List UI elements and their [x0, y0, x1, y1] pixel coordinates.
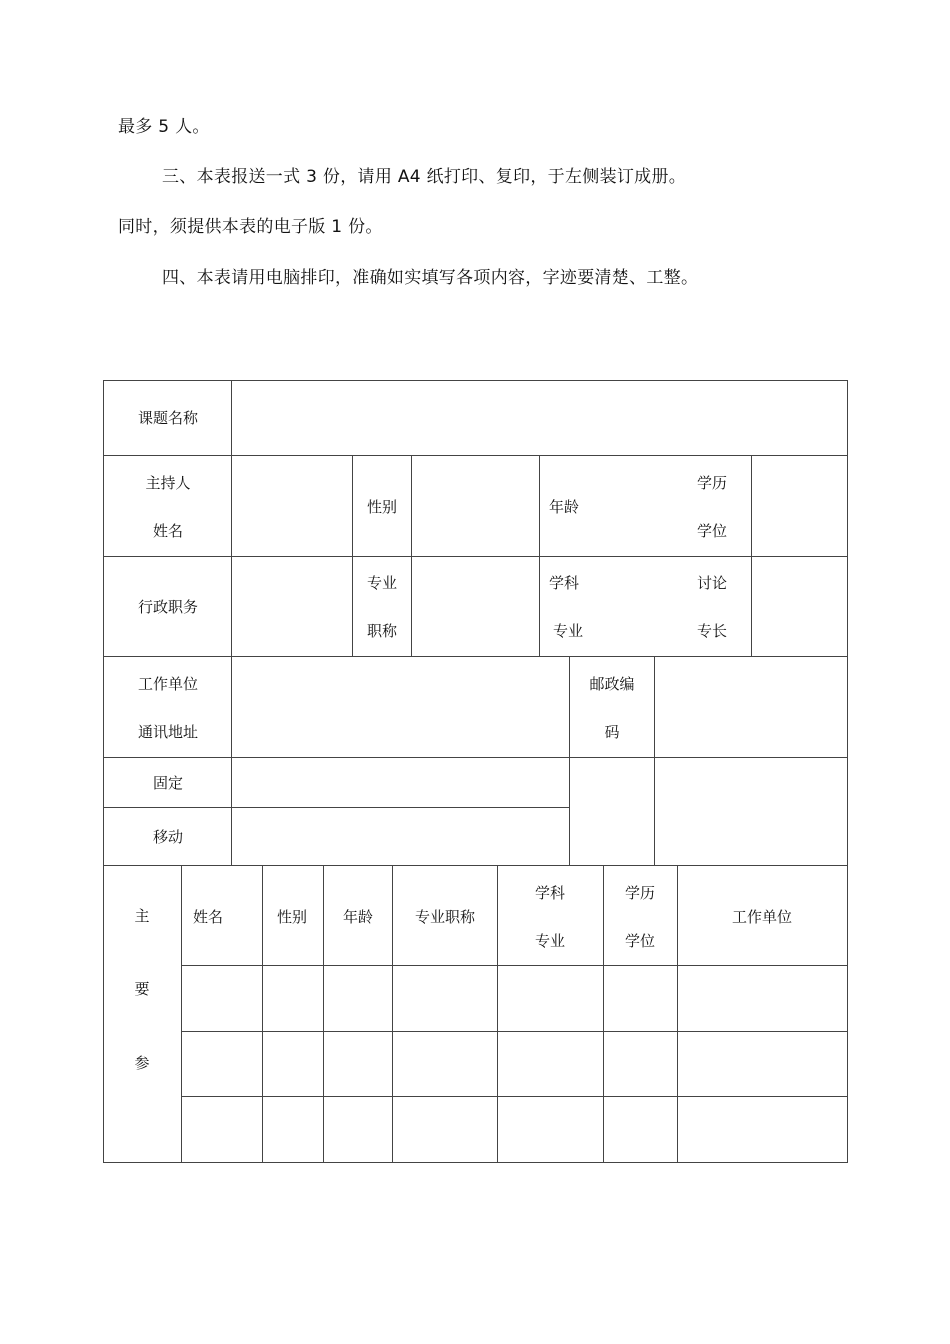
- header-discipline-line2: 专业: [534, 932, 566, 950]
- participants-side-label-1: 主: [134, 907, 150, 925]
- field-admin-position[interactable]: [232, 557, 352, 656]
- label-gender: 性别: [366, 498, 398, 516]
- label-postal-line1: 邮政编: [589, 675, 635, 693]
- participant-row[interactable]: [182, 1032, 847, 1096]
- header-discipline-line1: 学科: [534, 884, 566, 902]
- field-research-specialty[interactable]: [752, 557, 847, 656]
- header-work-unit: 工作单位: [731, 908, 793, 926]
- participants-side-label-3: 参: [134, 1054, 150, 1072]
- label-fixed-phone: 固定: [152, 774, 184, 792]
- table-rule: [103, 865, 848, 866]
- label-education-line1: 学历: [697, 474, 728, 492]
- field-postal-code[interactable]: [655, 657, 847, 757]
- label-host-line2: 姓名: [152, 522, 184, 540]
- participant-row[interactable]: [182, 1097, 847, 1162]
- label-host-line1: 主持人: [145, 474, 191, 492]
- instruction-line-4: 四、本表请用电脑排印，准确如实填写各项内容，字迹要清楚、工整。: [162, 268, 699, 288]
- header-gender: 性别: [276, 908, 308, 926]
- label-mobile: 移动: [152, 828, 184, 846]
- label-discipline-line1: 学科: [549, 574, 580, 592]
- header-education-line1: 学历: [624, 884, 656, 902]
- table-border-right: [847, 380, 848, 1163]
- label-prof-title-line2: 职称: [366, 622, 398, 640]
- header-prof-title: 专业职称: [414, 908, 476, 926]
- instruction-line-3: 同时，须提供本表的电子版 1 份。: [118, 217, 383, 237]
- field-host-name[interactable]: [232, 456, 352, 556]
- label-admin-position: 行政职务: [137, 598, 199, 616]
- field-mobile[interactable]: [232, 808, 569, 865]
- table-col-rule: [539, 455, 540, 657]
- table-col-rule: [352, 455, 353, 657]
- field-education[interactable]: [752, 456, 847, 556]
- label-education-line2: 学位: [697, 522, 728, 540]
- label-research-line1: 讨论: [697, 574, 728, 592]
- header-name: 姓名: [193, 908, 224, 926]
- field-topic-name[interactable]: [232, 381, 847, 455]
- table-col-rule: [569, 656, 570, 866]
- table-border-bottom: [103, 1162, 848, 1163]
- label-research-line2: 专长: [697, 622, 728, 640]
- header-age: 年龄: [342, 908, 374, 926]
- header-education-line2: 学位: [624, 932, 656, 950]
- label-postal-line2: 码: [604, 723, 620, 741]
- table-border-left: [103, 380, 104, 1163]
- label-topic-name: 课题名称: [137, 409, 199, 427]
- field-gender[interactable]: [412, 456, 539, 556]
- participants-side-label-2: 要: [134, 980, 150, 998]
- instruction-line-2: 三、本表报送一式 3 份，请用 A4 纸打印、复印，于左侧装订成册。: [162, 167, 687, 187]
- label-work-unit-line2: 通讯地址: [137, 723, 199, 741]
- participant-row[interactable]: [182, 966, 847, 1031]
- label-work-unit-line1: 工作单位: [137, 675, 199, 693]
- field-prof-title[interactable]: [412, 557, 539, 656]
- instruction-line-1: 最多 5 人。: [118, 117, 210, 137]
- field-fixed-phone[interactable]: [232, 758, 569, 807]
- label-discipline-line2: 专业: [553, 622, 584, 640]
- label-prof-title-line1: 专业: [366, 574, 398, 592]
- field-work-unit-address[interactable]: [232, 657, 569, 757]
- label-age: 年龄: [549, 498, 580, 516]
